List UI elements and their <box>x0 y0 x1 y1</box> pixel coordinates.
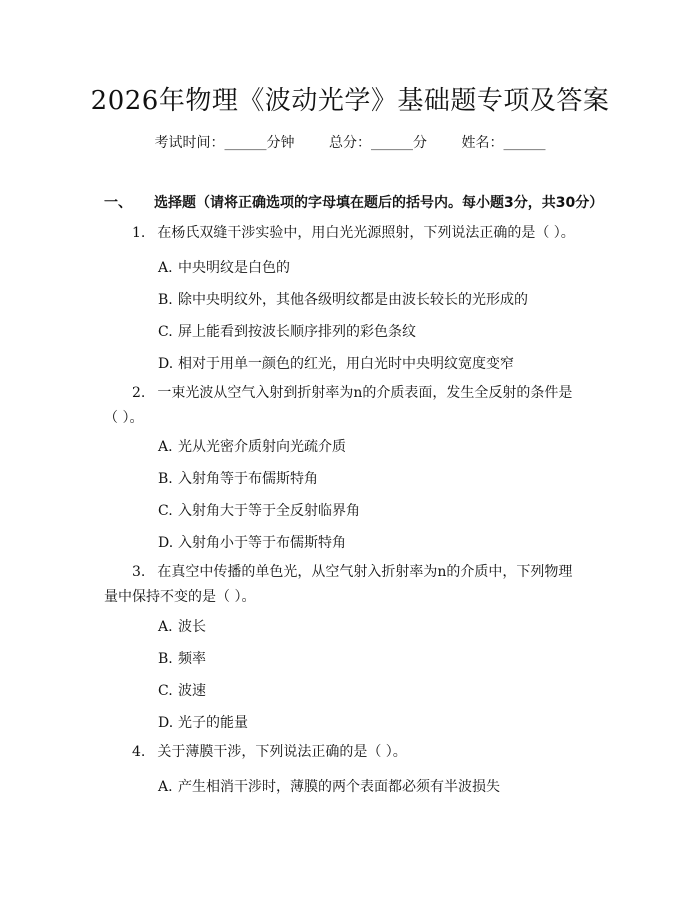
student-name: 姓名：______ <box>461 135 546 151</box>
option-text: 产生相消干涉时，薄膜的两个表面都必须有半波损失 <box>178 779 500 795</box>
option <box>158 353 514 373</box>
question-number: 4. <box>132 744 146 760</box>
option <box>158 648 206 668</box>
option <box>158 532 346 552</box>
option-text: 频率 <box>178 651 206 667</box>
question <box>104 560 584 610</box>
option-text: 入射角大于等于全反射临界角 <box>178 503 360 519</box>
option <box>158 257 290 277</box>
exam-meta <box>0 132 700 152</box>
question-number: 3. <box>132 564 146 580</box>
option-label: C. <box>158 683 173 699</box>
question <box>104 221 584 246</box>
option-label: B. <box>158 292 173 308</box>
option-text: 除中央明纹外，其他各级明纹都是由波长较长的光形成的 <box>178 292 528 308</box>
option-label: A. <box>158 779 173 795</box>
option-label: A. <box>158 260 173 276</box>
question-text: 一束光波从空气入射到折射率为n的介质表面，发生全反射的条件是（ ）。 <box>104 385 573 426</box>
option-label: B. <box>158 651 173 667</box>
section-title: 选择题（请将正确选项的字母填在题后的括号内。每小题3分，共30分） <box>154 195 604 211</box>
option <box>158 468 318 488</box>
section-number: 一、 <box>104 195 132 211</box>
option-text: 中央明纹是白色的 <box>178 260 290 276</box>
option-text: 入射角等于布儒斯特角 <box>178 471 318 487</box>
option <box>158 712 248 732</box>
section-heading <box>104 192 603 212</box>
option-label: D. <box>158 356 174 372</box>
option-label: C. <box>158 324 173 340</box>
question-text: 在真空中传播的单色光，从空气射入折射率为n的介质中，下列物理量中保持不变的是（ ）。 <box>104 564 573 605</box>
question-text: 关于薄膜干涉，下列说法正确的是（ ）。 <box>157 744 407 760</box>
option-text: 波长 <box>178 619 206 635</box>
option-label: D. <box>158 535 174 551</box>
option-label: D. <box>158 715 174 731</box>
option-label: C. <box>158 503 173 519</box>
question-number: 2. <box>132 385 146 401</box>
option <box>158 289 528 309</box>
exam-total-score: 总分：______分 <box>329 135 427 151</box>
option <box>158 680 206 700</box>
question-text: 在杨氏双缝干涉实验中，用白光光源照射，下列说法正确的是（ ）。 <box>157 225 575 241</box>
option-text: 波速 <box>178 683 206 699</box>
option <box>158 500 360 520</box>
option <box>158 776 500 796</box>
question <box>104 381 584 431</box>
option-label: A. <box>158 439 173 455</box>
exam-time: 考试时间：______分钟 <box>154 135 295 151</box>
question <box>104 740 584 765</box>
question-number: 1. <box>132 225 146 241</box>
option-text: 光子的能量 <box>178 715 248 731</box>
option <box>158 616 206 636</box>
option-text: 入射角小于等于布儒斯特角 <box>178 535 346 551</box>
option <box>158 321 416 341</box>
option-label: B. <box>158 471 173 487</box>
option-text: 光从光密介质射向光疏介质 <box>178 439 346 455</box>
option-text: 屏上能看到按波长顺序排列的彩色条纹 <box>178 324 416 340</box>
option <box>158 436 346 456</box>
option-label: A. <box>158 619 173 635</box>
document-title: 2026年物理《波动光学》基础题专项及答案 <box>90 86 610 116</box>
option-text: 相对于用单一颜色的红光，用白光时中央明纹宽度变窄 <box>178 356 514 372</box>
